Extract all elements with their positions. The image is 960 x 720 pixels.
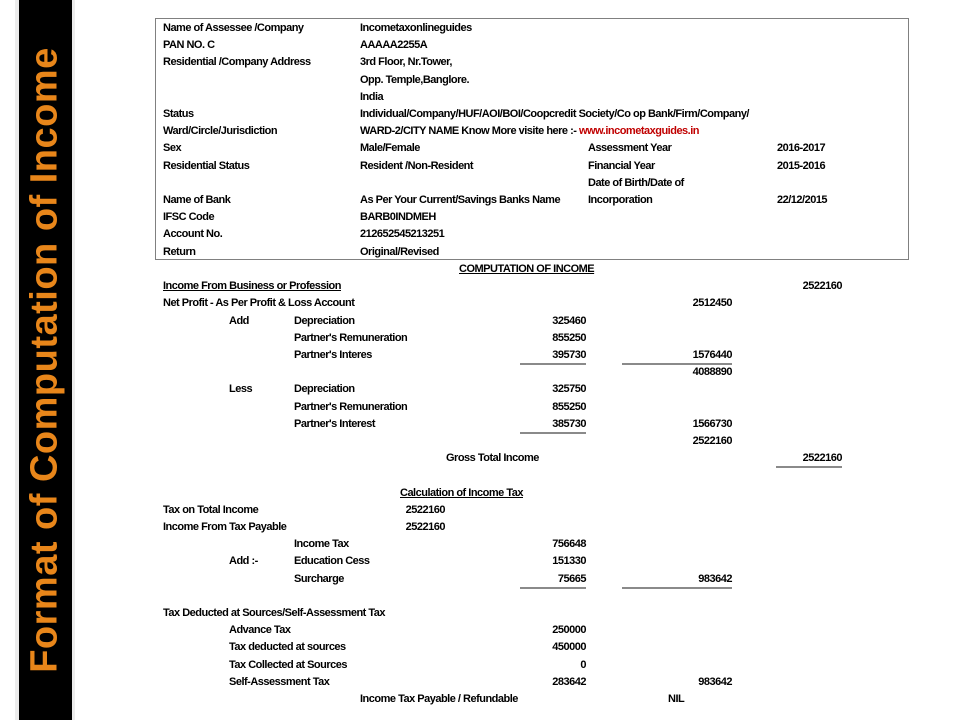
computation-a2: 983642 xyxy=(622,572,732,589)
computation-a1: 325750 xyxy=(552,383,586,396)
computation-item: Partner's Interest xyxy=(294,417,376,430)
computation-a2: 2522160 xyxy=(692,435,732,447)
computation-a1: 855250 xyxy=(552,331,586,344)
header-cell: Incometaxonlineguides xyxy=(360,22,472,34)
header-cell: As Per Your Current/Savings Banks Name xyxy=(360,194,561,206)
header-cell: Incorporation xyxy=(588,194,653,206)
website-link[interactable]: www.incometaxguides.in xyxy=(579,125,700,138)
computation-sub: Add xyxy=(229,314,249,327)
header-cell: Sex xyxy=(163,142,182,155)
computation-mid: 2522160 xyxy=(405,503,445,516)
computation-mid: 2522160 xyxy=(405,521,445,533)
computation-a1: 395730 xyxy=(520,348,586,365)
slide-title: Format of Computation of Income xyxy=(23,47,66,673)
header-cell: Male/Female xyxy=(360,142,420,155)
computation-a1: 151330 xyxy=(552,555,586,568)
computation-label: Income From Tax Payable xyxy=(163,521,287,533)
computation-item: Depreciation xyxy=(294,314,355,327)
computation-item: Partner's Remuneration xyxy=(294,331,408,344)
header-cell: India xyxy=(360,90,384,103)
header-cell: Name of Assessee /Company xyxy=(163,22,304,34)
computation-sub: Tax Collected at Sources xyxy=(229,658,348,671)
header-cell: PAN NO. C xyxy=(163,39,215,52)
computation-item: Surcharge xyxy=(294,572,344,585)
computation-a1: 450000 xyxy=(552,641,586,654)
computation-label: Income From Business or Profession xyxy=(163,280,341,293)
header-cell: AAAAA2255A xyxy=(360,39,428,52)
header-cell: 3rd Floor, Nr.Tower, xyxy=(360,56,452,69)
computation-item: Partner's Remuneration xyxy=(294,400,408,413)
computation-a1: 250000 xyxy=(552,624,586,637)
computation-sub: Tax deducted at sources xyxy=(229,641,346,654)
header-cell: Individual/Company/HUF/AOI/BOI/Coopcredit Society/Co op Bank/Firm/Company/ xyxy=(360,108,749,120)
header-cell: Opp. Temple,Banglore. xyxy=(360,73,470,86)
header-cell: 2016-2017 xyxy=(777,142,826,155)
computation-label: Net Profit - As Per Profit & Loss Account xyxy=(163,297,355,310)
computation-sub: Less xyxy=(229,383,253,396)
computation-sub: Self-Assessment Tax xyxy=(229,675,330,688)
computation-item: Income Tax xyxy=(294,538,349,551)
computation-item: Partner's Interes xyxy=(294,349,372,361)
header-cell: IFSC Code xyxy=(163,211,215,224)
computation-result: NIL xyxy=(668,693,685,705)
header-cell: Residential /Company Address xyxy=(163,56,311,69)
computation-a1: 283642 xyxy=(552,675,586,688)
computation-a2: 4088890 xyxy=(692,366,732,379)
header-cell: Return xyxy=(163,245,196,258)
computation-a2: 2512450 xyxy=(692,297,732,310)
computation-label: Tax on Total Income xyxy=(163,503,259,516)
computation-total-label: Gross Total Income xyxy=(446,452,539,465)
header-cell: Account No. xyxy=(163,228,223,241)
header-cell: BARB0INDMEH xyxy=(360,211,436,224)
computation-sub: Add :- xyxy=(229,555,258,568)
computation-col2: Income Tax Payable / Refundable xyxy=(360,693,518,705)
header-cell: Name of Bank xyxy=(163,194,231,206)
header-cell: Original/Revised xyxy=(360,245,439,258)
computation-a1: 756648 xyxy=(552,538,586,551)
computation-a1: 75665 xyxy=(520,572,586,589)
assessee-details-box xyxy=(155,18,909,260)
computation-a1: 855250 xyxy=(552,400,586,413)
header-cell: Date of Birth/Date of xyxy=(588,176,684,189)
header-cell: Status xyxy=(163,108,194,120)
computation-a3: 2522160 xyxy=(802,280,842,293)
header-cell: 2015-2016 xyxy=(777,159,826,172)
computation-a1: 325460 xyxy=(552,314,586,327)
computation-a1: 385730 xyxy=(520,417,586,434)
computation-subheading: Calculation of Income Tax xyxy=(400,486,523,499)
computation-item: Depreciation xyxy=(294,383,355,396)
header-cell: 22/12/2015 xyxy=(777,194,828,206)
header-cell: Financial Year xyxy=(588,159,655,172)
computation-a1: 0 xyxy=(580,658,586,671)
header-cell: Residential Status xyxy=(163,159,250,172)
computation-a2: 1566730 xyxy=(692,417,732,430)
header-cell: Ward/Circle/Jurisdiction xyxy=(163,125,278,138)
computation-a3: 2522160 xyxy=(776,451,842,468)
header-cell: Resident /Non-Resident xyxy=(360,159,474,172)
computation-heading: COMPUTATION OF INCOME xyxy=(459,263,595,275)
computation-sub: Advance Tax xyxy=(229,624,291,637)
computation-a2: 1576440 xyxy=(622,348,732,365)
header-cell: 212652545213251 xyxy=(360,228,445,241)
header-cell: Assessment Year xyxy=(588,142,672,155)
computation-item: Education Cess xyxy=(294,555,370,568)
header-cell: WARD-2/CITY NAME Know More visite here :- www.incometaxguides.in xyxy=(360,125,700,138)
computation-a2: 983642 xyxy=(698,675,732,688)
computation-label: Tax Deducted at Sources/Self-Assessment Tax xyxy=(163,607,386,619)
